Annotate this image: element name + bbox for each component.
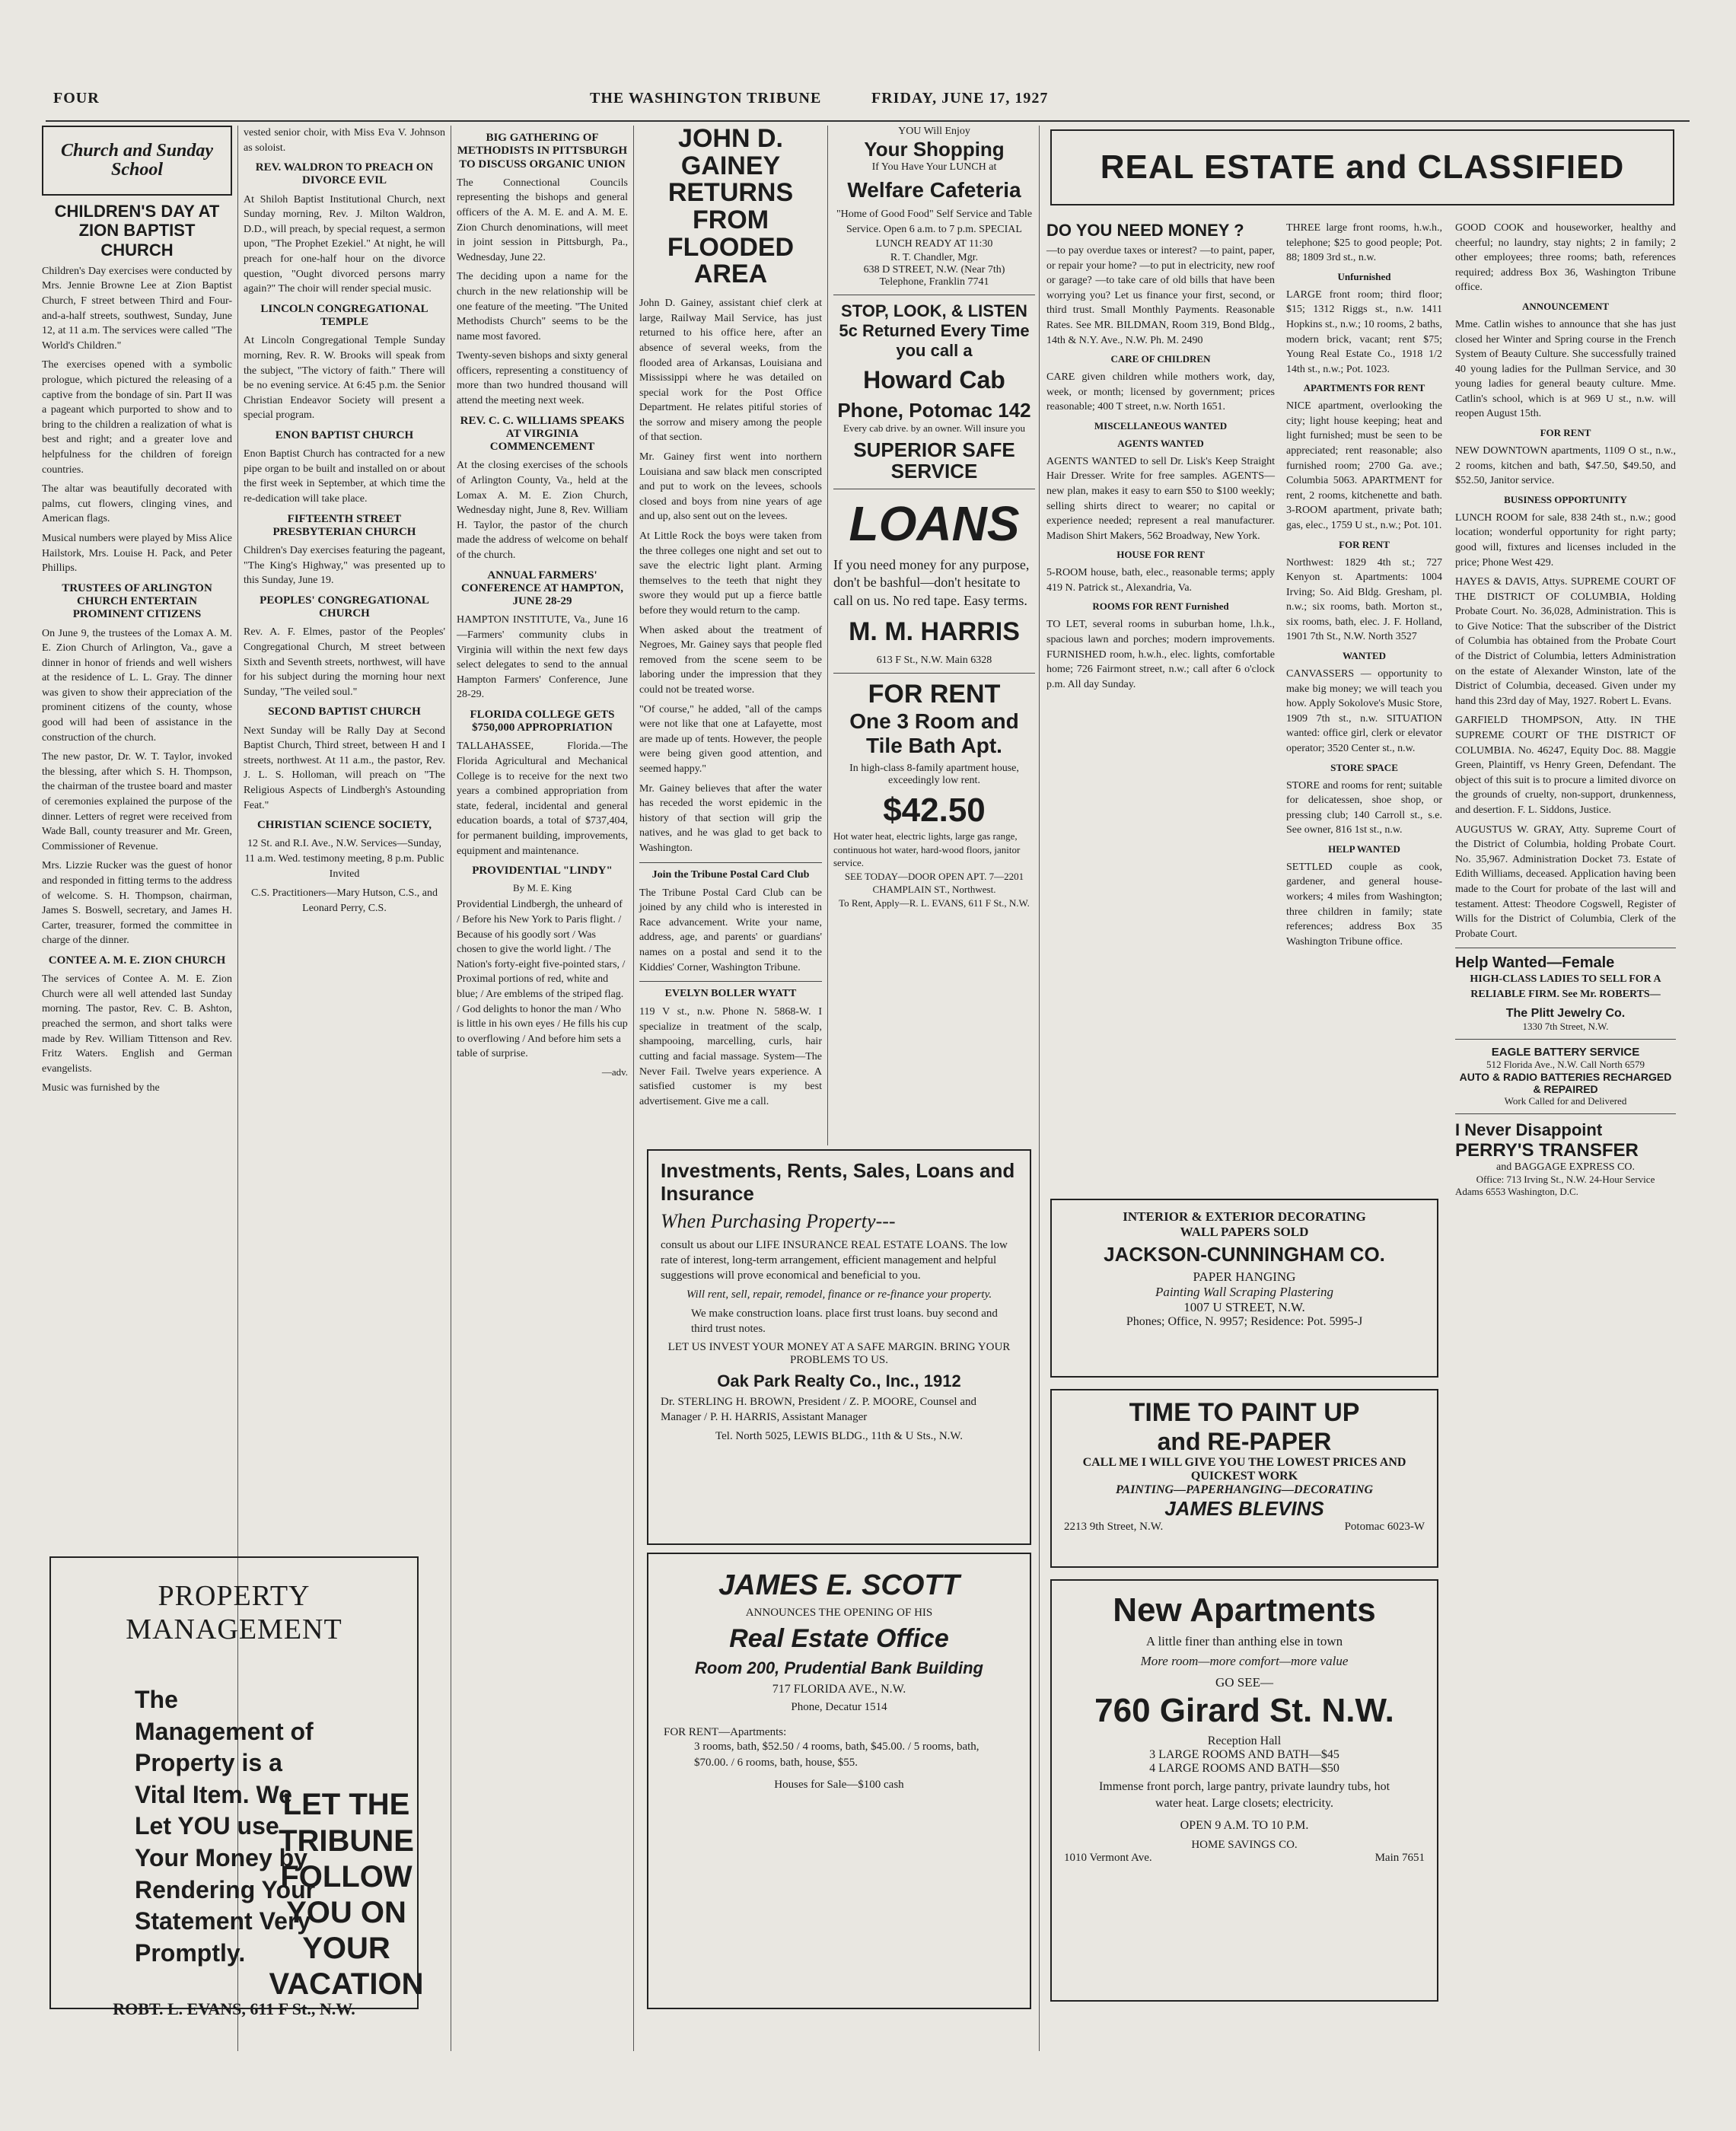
ad-line: JAMES BLEVINS [1164,1497,1324,1520]
ad-line: Work Called for and Delivered [1504,1094,1627,1107]
church-masthead [42,126,232,196]
ad-line: R. T. Chandler, Mgr. [890,251,979,263]
ad-line: FOR RENT—Apartments: [664,1726,787,1738]
section-heading: APARTMENTS FOR RENT [1303,382,1425,394]
ad-line: 512 Florida Ave., N.W. Call North 6579 [1486,1058,1645,1070]
ad-line: PERRY'S TRANSFER [1455,1139,1639,1161]
ad-line: AUTO & RADIO BATTERIES RECHARGED & REPAIRED [1459,1070,1672,1095]
classified-banner [1050,129,1674,205]
article-text: John D. Gainey, assistant chief clerk at large, Railway Mail Service, has just returned to his office here, after an absence of several weeks, from the flooded area of Arkansas, Louisiana and Mississippi where he was detailed on special work for the Post Office Department. He relates pitiful stories of the sorrow and misery among the people of that section. [639,298,822,444]
ad-line: STOP, LOOK, & LISTEN [841,301,1027,320]
article-text: vested senior choir, with Miss Eva V. Johnson as soloist. [244,127,445,154]
headline: Join the Tribune Postal Card Club [651,868,810,881]
classified-text: LARGE front room; third floor; $15; 1312 Riggs st., n.w. 1411 Hopkins st., n.w.; 10 rooms, 2 baths, modern brick, vacant; rent $75; Young Real Estate Co., 1918 1/2 14th st., n.w.; Pot. 1023. [1286,288,1442,375]
ad-line: When Purchasing Property--- [661,1209,896,1232]
article-text: Rev. A. F. Elmes, pastor of the Peoples' Congregational Church, M street between Sixth and Seventh streets, northwest, will have for his subject during the morning hour next Sunday, "The veiled soul." [244,626,445,698]
ad-line: Phone, Decatur 1514 [791,1701,887,1713]
ad-line: 638 D STREET, N.W. (Near 7th) [863,263,1005,276]
section-heading: BUSINESS OPPORTUNITY [1504,493,1627,505]
column-1 [42,126,232,1101]
article-text: 119 V st., n.w. Phone N. 5868-W. I specialize in treatment of the scalp, shampooing, marcelling, curls, hair cutting and facial massage. System—The Never Fail. Twelve years experience. A satisfied customer is my best advertisement. Give me a call. [639,1006,822,1107]
ad-line: One 3 Room and Tile Bath Apt. [849,709,1019,758]
article-text: Next Sunday will be Rally Day at Second Baptist Church, Third street, between H and I streets, northwest. At 11 a.m., the pastor, Rev. J. L. S. Holloman, will preach on "The Religious Aspects of Lindbergh's Astounding Feat." [244,725,445,811]
section-heading: HOUSE FOR RENT [1116,549,1205,561]
ad-line: PAPER HANGING [1193,1269,1296,1284]
headline: REV. WALDRON TO PREACH ON DIVORCE EVIL [255,161,434,187]
article-text: Mr. Gainey first went into northern Louisiana and saw black men conscripted and put to work on the levees, schools closed and boys from nine years of age and up, also sent out on the levees. [639,451,822,523]
headline: PROVIDENTIAL "LINDY" [472,865,613,878]
masthead-text: Church and Sunday School [60,140,214,180]
ad-line: and BAGGAGE EXPRESS CO. [1496,1161,1635,1173]
article-text: C.S. Practitioners—Mary Hutson, C.S., and Leonard Perry, C.S. [251,887,438,914]
ad-line: Your Shopping [864,138,1005,161]
divider [1455,1113,1676,1114]
ad-line: 3 LARGE ROOMS AND BATH—$45 [1149,1748,1339,1761]
ad-line: $42.50 [883,792,986,830]
ad-line: Telephone, Franklin 7741 [879,276,989,288]
ad-line: LET US INVEST YOUR MONEY AT A SAFE MARGIN. BRING YOUR PROBLEMS TO US. [667,1341,1011,1367]
section-heading: MISCELLANEOUS WANTED [1094,419,1228,432]
headline: LINCOLN CONGREGATIONAL TEMPLE [260,302,428,329]
legal-notice: HAYES & DAVIS, Attys. SUPREME COURT OF THE DISTRICT OF COLUMBIA, Holding Probate Court. No. 36,028, Administration. This is to Give Notice: That the subscriber of the District of Columbia has obtained from the Probate Court of the District of Columbia, letters Administration on the estate of Alexander Winston, late of the District of Columbia, deceased. Given under my hand this 23rd day of May, 1927. Robert L. Evans. [1455,576,1676,707]
oak-park-realty-ad [647,1149,1031,1545]
ad-note: —adv. [601,1066,628,1078]
ad-headline: LET THE TRIBUNE FOLLOW YOU ON YOUR VACATION [269,1788,424,2002]
byline: By M. E. King [513,882,572,894]
column-4 [639,126,822,1113]
ad-line: A little finer than anthing else in town [1145,1634,1343,1648]
ad-line: Painting Wall Scraping Plastering [1155,1285,1334,1299]
classified-column-b [1286,221,1442,954]
article-text: At Little Rock the boys were taken from the three colleges one night and set out to save the electric light plant. Arming themselves to the teeth that night they swore they would put up a fierce battle before they would return to the camp. [639,530,822,616]
headline: CHRISTIAN SCIENCE SOCIETY, [256,819,432,832]
ad-line: Main 7651 [1374,1852,1425,1865]
headline: FLORIDA COLLEGE GETS $750,000 APPROPRIATION [470,708,615,734]
article-text: At the closing exercises of the schools of Arlington County, Va., held at the Lomax A. M. E. Zion Church, Wednesday night, June 8, Rev. William H. Taylor, the pastor of the church made the address of welcome on behalf of the church. [457,460,628,561]
ad-line: To Rent, Apply—R. L. EVANS, 611 F St., N.W. [839,897,1030,909]
article-text: When asked about the treatment of Negroes, Mr. Gainey says that people fled removed from the scene seem to be laboring under the impression that they could not be treated worse. [639,624,822,696]
section-heading: ROOMS FOR RENT Furnished [1092,600,1229,613]
column-2 [244,126,445,920]
for-rent-ad [833,680,1035,910]
ad-line: Immense front porch, large pantry, private laundry tubs, hot water heat. Large closets; electricity. [1098,1780,1390,1810]
column-rule [633,126,634,2051]
classified-text: NEW DOWNTOWN apartments, 1109 O st., n.w., 2 rooms, kitchen and bath, $47.50, $49.50, and $52.50, Janitor service. [1455,445,1676,487]
article-text: Children's Day exercises featuring the pageant, "The King's Highway," was presented up to this Sunday, June 19. [244,545,445,587]
article-text: At Shiloh Baptist Institutional Church, next Sunday morning, Rev. J. Milton Waldron, D.D., will preach, by special request, a sermon upon, "The Prophet Ezekiel." At night, he will preach for one-half hour on the divorce question, "Ought divorced persons marry again?" The choir will render special music. [244,193,445,295]
article-text: The altar was beautifully decorated with palms, cut flowers, clinging vines, and American flags. [42,483,232,525]
ad-line: and RE-PAPER [1157,1428,1332,1455]
classified-text: TO LET, several rooms in suburban home, l.h.k., spacious lawn and porches; modern improvements. FURNISHED room, h.w.h., elec. lights, comfortable home; 726 Fairmont street, n.w.; call after 6 o'clock p.m. All day Sunday. [1046,619,1275,690]
ad-line: Hot water heat, electric lights, large gas range, continuous hot water, hard-wood floors, janitor service. [833,830,1021,869]
banner-text: REAL ESTATE and CLASSIFIED [1100,148,1625,186]
ad-line: JACKSON-CUNNINGHAM CO. [1104,1243,1385,1266]
section-heading: AGENTS WANTED [1117,437,1204,449]
legal-notice: AUGUSTUS W. GRAY, Atty. Supreme Court of the District of Columbia, holding Probate Court. No. 35,967. Administration Docket 73. Estate of Edith Williams, deceased. Application having been made to the Court for probate of the last will and testament. Attest: Theodore Cogswell, Register of Wills for the District of Columbia, Clerk of the Probate Court. [1455,823,1676,940]
howard-cab-ad [833,301,1035,483]
section-heading: FOR RENT [1339,538,1390,550]
ad-line: Adams 6553 Washington, D.C. [1455,1185,1578,1197]
article-text: The new pastor, Dr. W. T. Taylor, invoked the blessing, after which S. H. Thompson, the chairman of the trustee board and master of ceremonies explained the purpose of the dinner. Letters of regret were received from Wade Ball, county treasurer and Mr. Green, Commissioner of Revenue. [42,751,232,852]
column-rule [1039,126,1040,2051]
ad-line: LOANS [849,495,1020,551]
section-heading: FOR RENT [1540,427,1591,439]
ad-line: 2213 9th Street, N.W. [1064,1521,1164,1533]
classified-text: CARE given children while mothers work, day, week, or month; licensed by government; prices reasonable; 400 T street, n.w. North 1651. [1046,371,1275,413]
ad-line: WALL PAPERS SOLD [1180,1225,1309,1239]
ad-line: We make construction loans. place first trust loans. buy second and third trust notes. [691,1307,998,1335]
ad-line: 717 FLORIDA AVE., N.W. [772,1683,906,1696]
ad-line: HOME SAVINGS CO. [1191,1839,1298,1852]
ad-line: GO SEE— [1215,1675,1274,1690]
headline: CONTEE A. M. E. ZION CHURCH [48,954,226,967]
classified-text: CANVASSERS — opportunity to make big money; we will teach you how. Apply Sokolove's Music Store, 1909 7th st., n.w. SITUATION wanted: office girl, clerk or elevator operator; 3520 Center st., n.w. [1286,668,1442,754]
article-text: Musical numbers were played by Miss Alice Hailstork, Mrs. Louise H. Pack, and Peter Phillips. [42,532,232,575]
ad-line: If you need money for any purpose, don't be bashful—don't hesitate to call on us. No red tape. Easy terms. [833,556,1030,608]
ad-line: SUPERIOR SAFE SERVICE [853,438,1015,483]
ad-line: Real Estate Office [729,1624,949,1653]
ad-title: MANAGEMENT [126,1613,342,1645]
ad-line: I Never Disappoint [1455,1120,1603,1139]
ad-line: 3 rooms, bath, $52.50 / 4 rooms, bath, $45.00. / 5 rooms, bath, $70.00. / 6 rooms, bath, house, $55. [694,1741,979,1769]
ad-line: EAGLE BATTERY SERVICE [1491,1045,1640,1059]
section-heading: ANNOUNCEMENT [1521,300,1610,312]
ad-line: The Plitt Jewelry Co. [1505,1006,1626,1020]
ad-line: Phone, Potomac 142 [837,398,1031,422]
ad-line: Office: 713 Irving St., N.W. 24-Hour Service [1476,1173,1655,1185]
ad-line: FOR RENT [868,679,1001,709]
tribune-vacation-ad [251,1781,441,2009]
classified-text: —to pay overdue taxes or interest? —to paint, paper, or repair your home? —to put in electricity, new roof or garage? —to take care of old bills that have been worrying you? Let us finance your first, second, or third trust. Small Monthly Payments. Reasonable Rates. See MR. BILDMAN, Room 319, Bond Bldg., 14th & N.Y. Ave., N.W. Ph. M. 2490 [1046,245,1275,346]
ad-footer [1064,1852,1425,1865]
ad-line: 1330 7th Street, N.W. [1522,1020,1609,1032]
poem-text: Providential Lindbergh, the unheard of / Before his New York to Paris flight. / Because of his goodly sort / Was chosen to give the world light. / The Nation's forty-eight five-pointed stars, / Proximal portions of red, white and blue; / Are emblems of the striped flag. / God delights to honor the man / Who is little in his own eyes / He fills his cup to overflowing / And before him sets a table of surprise. [457,899,628,1060]
ad-line: OPEN 9 A.M. TO 10 P.M. [1180,1819,1309,1833]
article-text: The Connectional Councils representing the bishops and general officers of the A. M. E. and A. M. E. Zion Church denominations, will meet in joint session in Pittsburgh, Pa., Wednesday, June 22. [457,177,628,263]
headline: FIFTEENTH STREET PRESBYTERIAN CHURCH [272,512,416,538]
article-text: TALLAHASSEE, Florida.—The Florida Agricultural and Mechanical College is to receive for the next two years a combined appropriation from state, federal, incidental and general education boards, a total of $737,404, for permanent building, improvements, equipment and maintenance. [457,741,628,857]
ad-footer [1064,1521,1425,1534]
ad-body: The Management of Property is a Vital Item. We Let YOU use Your Money by Rendering Your Statement Very Promptly. [135,1686,316,1967]
ad-line: PAINTING—PAPERHANGING—DECORATING [1115,1483,1374,1496]
section-heading: DO YOU NEED MONEY ? [1046,221,1244,240]
ad-line: Dr. STERLING H. BROWN, President / Z. P. MOORE, Counsel and Manager / P. H. HARRIS, Assistant Manager [661,1396,976,1424]
ad-line: Reception Hall [1207,1734,1282,1747]
article-text: Mr. Gainey believes that after the water has receded the worst epidemic in the history of that section will grip the natives, and he was glad to get back to Washington. [639,782,822,854]
headline: EVELYN BOLLER WYATT [664,988,797,1000]
ad-line: Room 200, Prudential Bank Building [695,1658,983,1677]
paper-name: THE WASHINGTON TRIBUNE [590,90,822,107]
classified-text: HIGH-CLASS LADIES TO SELL FOR A RELIABLE FIRM. See Mr. ROBERTS— [1470,973,1661,1000]
section-heading: Help Wanted—Female [1455,954,1615,972]
headline: TRUSTEES OF ARLINGTON CHURCH ENTERTAIN PROMINENT CITIZENS [62,581,212,621]
ad-line: 760 Girard St. N.W. [1094,1692,1394,1729]
article-text: 12 St. and R.I. Ave., N.W. Services—Sunday, 11 a.m. Wed. testimony meeting, 8 p.m. Public Invited [244,838,444,880]
ad-line: Phones; Office, N. 9957; Residence: Pot. 5995-J [1126,1315,1363,1328]
classified-text: 5-ROOM house, bath, elec., reasonable terms; apply 419 N. Patrick st., Alexandria, Va. [1046,567,1275,594]
article-text: "Of course," he added, "all of the camps were not like that one at Lafayette, most are made up of tents. However, the people were being given good attention, and seemed happy." [639,703,822,775]
ad-line: Potomac 6023-W [1344,1521,1425,1533]
headline: ENON BAPTIST CHURCH [275,428,414,441]
classified-text: GOOD COOK and houseworker, healthy and cheerful; no laundry, stay nights; 2 in family; 2 other employees; three rooms; bath, references required; address Box 36, Washington Tribune office. [1455,222,1676,294]
classified-text: STORE and rooms for rent; suitable for delicatessen, shoe shop, or pressing club; 140 Carroll st., s.e. See owner, 816 1st st., n.w. [1286,779,1442,836]
article-text: Enon Baptist Church has contracted for a new pipe organ to be built and installed on or about the first week in September, at which time the re-dedication will take place. [244,448,445,505]
ad-line: 1010 Vermont Ave. [1064,1852,1152,1865]
ad-line: 613 F St., N.W. Main 6328 [876,654,992,666]
ad-line: If You Have Your LUNCH at [871,161,997,173]
ad-line: SEE TODAY—DOOR OPEN APT. 7—2201 CHAMPLAIN ST., Northwest. [844,870,1024,896]
classified-text: SETTLED couple as cook, gardener, and general house-workers; 4 miles from Washington; three children in family; state references; address Box 35 Washington Tribune office. [1286,861,1442,948]
headline: BIG GATHERING OF METHODISTS IN PITTSBURGH TO DISCUSS ORGANIC UNION [457,132,628,170]
section-heading: HELP WANTED [1328,843,1400,855]
column-3 [457,126,628,1078]
article-text: Twenty-seven bishops and sixty general officers, representing a constituency of more than two hundred thousand will attend the meeting next week. [457,350,628,407]
classified-text: Northwest: 1829 4th st.; 727 Kenyon st. Apartments: 1004 Irving; So. Aid Bldg. Gresham, pl. n.w.; six rooms, bath. Morton st., six rooms, bath, elec. J. F. Holland, 1901 7th St., N.W. North 3527 [1286,556,1442,643]
article-text: At Lincoln Congregational Temple Sunday morning, Rev. R. W. Brooks will speak from the subject, "The victory of faith." There will be no evening service. At 6:45 p.m. the Senior Christian Endeavor Society will present a special program. [244,335,445,422]
ad-signature: ROBT. L. EVANS, 611 F St., N.W. [113,1999,355,2019]
page-header [46,90,1690,122]
headline: PEOPLES' CONGREGATIONAL CHURCH [260,594,429,620]
classified-text: AGENTS WANTED to sell Dr. Lisk's Keep Straight Hair Dresser. Write for free samples. AGENTS—new plan, makes it easy to earn $50 to $100 weekly; selling shirts direct to wearer; no capital or experience needed; represent a real manufacturer. Madison Shirt Makers, 562 Broadway, New York. [1046,455,1275,542]
article-text: The services of Contee A. M. E. Zion Church were all well attended last Sunday morning. The pastor, Rev. C. B. Ashton, preached the sermon, and short talks were made by Rev. William Tittenson and Rev. Fritz Waters. English and German evangelists. [42,973,232,1075]
loans-ad [833,495,1035,667]
classified-text: NICE apartment, overlooking the city; light house keeping; heat and light furnished; must be seen to be appreciated; rent reasonable; also furnished room; 2700 Ga. ave.; Columbia 5063. APARTMENT for rent, 2 rooms, kitchenette and bath. 3-ROOM apartment, private bath; gas, elec., 1759 U st., n.w.; Pot. 101. [1286,400,1442,531]
divider [639,981,822,982]
divider [639,862,822,863]
classified-text: LUNCH ROOM for sale, 838 24th st., n.w.; good location; wonderful opportunity for right party; good will, fixtures and licenses included in the price; Phone West 429. [1455,511,1676,569]
ad-line: 5c Returned Every Time you call a [839,320,1030,361]
legal-notice: GARFIELD THOMPSON, Atty. IN THE SUPREME COURT OF THE DISTRICT OF COLUMBIA. No. 46247, Equity Doc. 88. Maggie Green, Plaintiff, vs Henry Green, Defendant. The object of this suit is to procure a limited divorce on the grounds of cruelty, non-support, drunkenness, and desertion. F. L. Siddons, Justice. [1455,715,1676,816]
headline: JOHN D. GAINEY RETURNS FROM FLOODED AREA [667,124,795,289]
ad-line: Will rent, sell, repair, remodel, finance or re-finance your property. [686,1288,992,1301]
ad-line: More room—more comfort—more value [1140,1654,1349,1668]
headline: ANNUAL FARMERS' CONFERENCE AT HAMPTON, JUNE 28-29 [461,569,623,608]
divider [833,673,1035,674]
article-text: Mrs. Lizzie Rucker was the guest of honor and responded in fitting terms to the address of welcome. S. H. Thompson, chairman, James S. Boswell, secretary, and James H. Carter, treasurer, formed the committee in charge of the dinner. [42,860,232,947]
ad-line: TIME TO PAINT UP [1129,1398,1360,1427]
ad-line: INTERIOR & EXTERIOR DECORATING [1123,1209,1366,1224]
section-heading: Unfurnished [1337,270,1391,282]
column-5 [833,126,1035,910]
section-heading: STORE SPACE [1330,761,1398,773]
article-text: The Tribune Postal Card Club can be joined by any child who is interested in Race advancement. Write your name, address, age, and parents' or guardians' names on a postal and send it to the Kiddies' Corner, Washington Tribune. [639,887,822,973]
article-text: Music was furnished by the [42,1082,160,1094]
headline: CHILDREN'S DAY AT ZION BAPTIST CHURCH [54,202,220,260]
article-text: The deciding upon a name for the church in the new relationship will be one feature of the meeting. "The United Methodists Church" seems to be the name most favored. [457,271,628,342]
divider [1455,1039,1676,1040]
ad-line: M. M. HARRIS [849,616,1020,646]
classified-column-c [1455,221,1676,1198]
ad-line: ANNOUNCES THE OPENING OF HIS [745,1607,933,1619]
ad-line: Welfare Cafeteria [847,178,1021,202]
ad-line: CALL ME I WILL GIVE YOU THE LOWEST PRICES AND QUICKEST WORK [1082,1456,1406,1483]
ad-line: New Apartments [1113,1591,1376,1629]
ad-line: 1007 U STREET, N.W. [1183,1300,1305,1314]
ad-line: YOU Will Enjoy [898,126,970,137]
cafeteria-ad [833,126,1035,288]
article-text: The exercises opened with a symbolic prologue, which pictured the releasing of a captive from the bondage of sin. Part II was a pageant which purported to show and to bring to the children a realization of what is best and right; and a greater love and helpfulness for the children of foreign countries. [42,359,232,476]
headline: SECOND BAPTIST CHURCH [268,706,421,718]
ad-line: In high-class 8-family apartment house, exceedingly low rent. [849,763,1019,787]
column-rule [827,126,828,1145]
issue-date: FRIDAY, JUNE 17, 1927 [871,90,1049,107]
section-heading: WANTED [1342,650,1387,662]
article-text: HAMPTON INSTITUTE, Va., June 16—Farmers' community clubs in Virginia will within the next few days select delegates to send to the annual Hampton Farmers' Conference, June 28-29. [457,614,628,701]
girard-apartments-ad [1050,1579,1438,2002]
ad-line: Investments, Rents, Sales, Loans and Insurance [661,1159,1015,1205]
ad-line: Howard Cab [863,365,1005,393]
page-number: FOUR [53,90,100,107]
ad-title: PROPERTY [158,1580,311,1612]
ad-line: 4 LARGE ROOMS AND BATH—$50 [1149,1762,1339,1775]
classified-text: THREE large front rooms, h.w.h., telephone; $25 to good people; Pot. 88; 1809 3rd st., n.w. [1286,222,1442,264]
section-heading: CARE OF CHILDREN [1110,353,1211,365]
ad-line: Houses for Sale—$100 cash [774,1779,904,1791]
ad-line: Every cab drive. by an owner. Will insure you [843,422,1025,434]
headline: REV. C. C. WILLIAMS SPEAKS AT VIRGINIA COMMENCEMENT [460,414,625,454]
ad-line: "Home of Good Food" Self Service and Table Service. Open 6 a.m. to 7 p.m. SPECIAL LUNCH READY AT 11:30 [836,209,1033,250]
james-scott-ad [647,1553,1031,2009]
classified-column-a [1046,221,1275,696]
classified-text: Mme. Catlin wishes to announce that she has just closed her Winter and Spring course in the French System of Beauty Culture. She successfully trained 40 young ladies for the Pullman Service, and 30 young ladies for general beauty culture. Mme. Catlin's school, which is at 969 U st., n.w. will reopen August 15th. [1455,318,1676,420]
james-blevins-ad [1050,1389,1438,1568]
article-text: Children's Day exercises were conducted by Mrs. Jennie Browne Lee at Zion Baptist Church, F street between Third and Four-and-a-half streets, southwest, Sunday, June 12, at 11 a.m. The services were called "The World's Children." [42,265,232,352]
ad-line: consult us about our LIFE INSURANCE REAL ESTATE LOANS. The low rate of interest, long-term arrangement, efficient management and helpful suggestions will prove economical and beneficial to you. [661,1238,1008,1282]
ad-line: Oak Park Realty Co., Inc., 1912 [717,1371,961,1391]
ad-line: JAMES E. SCOTT [718,1569,960,1601]
ad-line: Tel. North 5025, LEWIS BLDG., 11th & U Sts., N.W. [715,1429,963,1442]
article-text: On June 9, the trustees of the Lomax A. M. E. Zion Church of Arlington, Va., gave a dinner in honor of friends and well wishers at the residence of L. L. Gray. The dinner was given to show their appreciation of the prominent citizens of the county, whose good will had been of assistance in the construction of the church. [42,627,232,744]
jackson-cunningham-ad [1050,1199,1438,1378]
